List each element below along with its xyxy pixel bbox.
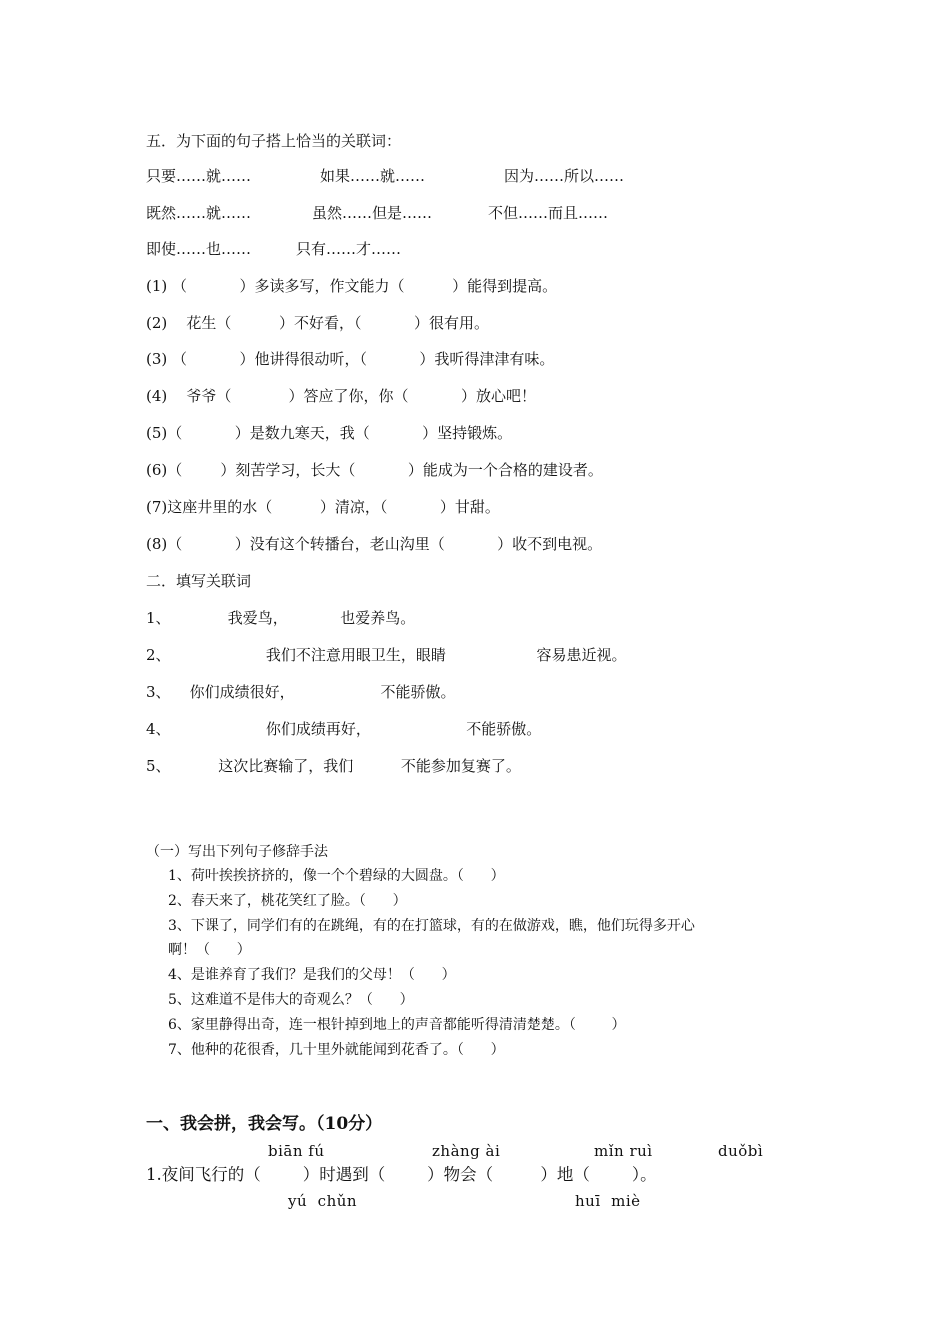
- fill-item: 3、 你们成绩很好， 不能骄傲。: [146, 683, 456, 701]
- option: 如果……就……: [320, 167, 426, 185]
- option: 不但……而且……: [488, 204, 609, 222]
- fill-item: (6)（ ）刻苦学习，长大（ ）能成为一个合格的建设者。: [146, 461, 603, 479]
- fill-item: 1、 我爱鸟， 也爱养鸟。: [146, 609, 416, 627]
- section5-heading: 五．为下面的句子搭上恰当的关联词：: [146, 132, 402, 150]
- option: 即使……也……: [146, 240, 252, 258]
- option: 因为……所以……: [504, 167, 625, 185]
- fill-item: 2、 我们不注意用眼卫生，眼睛 容易患近视。: [146, 646, 627, 664]
- fill-item: 4、 你们成绩再好， 不能骄傲。: [146, 720, 542, 738]
- option: 虽然……但是……: [312, 204, 433, 222]
- pinyin-section-heading: 一、我会拼，我会写。（10分）: [146, 1114, 383, 1134]
- option: 既然……就……: [146, 204, 252, 222]
- fill-item: 5、 这次比赛输了，我们 不能参加复赛了。: [146, 757, 521, 775]
- rhetoric-item: 6、家里静得出奇，连一根针掉到地上的声音都能听得清清楚楚。（ ）: [168, 1017, 626, 1033]
- fill-item: (8)（ ）没有这个转播台，老山沟里（ ）收不到电视。: [146, 535, 603, 553]
- rhetoric-item: 4、是谁养育了我们？是我们的父母！（ ）: [168, 967, 456, 983]
- fill-item: (5)（ ）是数九寒天，我（ ）坚持锻炼。: [146, 424, 513, 442]
- option: 只要……就……: [146, 167, 252, 185]
- pinyin-label: mǐn ruì: [594, 1142, 653, 1160]
- pinyin-sentence: 1.夜间飞行的（ ）时遇到（ ）物会（ ）地（ ）。: [146, 1165, 657, 1184]
- fill-item: (7)这座井里的水（ ）清凉，（ ）甘甜。: [146, 498, 500, 516]
- rhetoric-item: 5、这难道不是伟大的奇观么？（ ）: [168, 992, 414, 1008]
- option: 只有……才……: [296, 240, 402, 258]
- pinyin-label: biān fú: [268, 1142, 325, 1160]
- rhetoric-item: 1、荷叶挨挨挤挤的，像一个个碧绿的大圆盘。（ ）: [168, 868, 505, 884]
- pinyin-label: yú chǔn: [288, 1192, 358, 1210]
- rhetoric-item: 3、下课了，同学们有的在跳绳，有的在打篮球，有的在做游戏，瞧，他们玩得多开心: [168, 918, 695, 934]
- rhetoric-item: 啊！（ ）: [168, 942, 251, 958]
- section2-heading: 二．填写关联词: [146, 572, 252, 590]
- fill-item: (2) 花生（ ）不好看，（ ）很有用。: [146, 314, 489, 332]
- rhetoric-item: 2、春天来了，桃花笑红了脸。（ ）: [168, 893, 407, 909]
- fill-item: (3) （ ）他讲得很动听，（ ）我听得津津有味。: [146, 350, 555, 368]
- rhetoric-item: 7、他种的花很香，几十里外就能闻到花香了。（ ）: [168, 1042, 505, 1058]
- pinyin-label: duǒbì: [718, 1142, 764, 1160]
- pinyin-label: zhàng ài: [432, 1142, 501, 1160]
- pinyin-label: huī miè: [575, 1192, 641, 1210]
- rhetoric-heading: （一）写出下列句子修辞手法: [146, 844, 328, 860]
- fill-item: (4) 爷爷（ ）答应了你，你（ ）放心吧！: [146, 387, 536, 405]
- fill-item: (1) （ ）多读多写，作文能力（ ）能得到提高。: [146, 277, 558, 295]
